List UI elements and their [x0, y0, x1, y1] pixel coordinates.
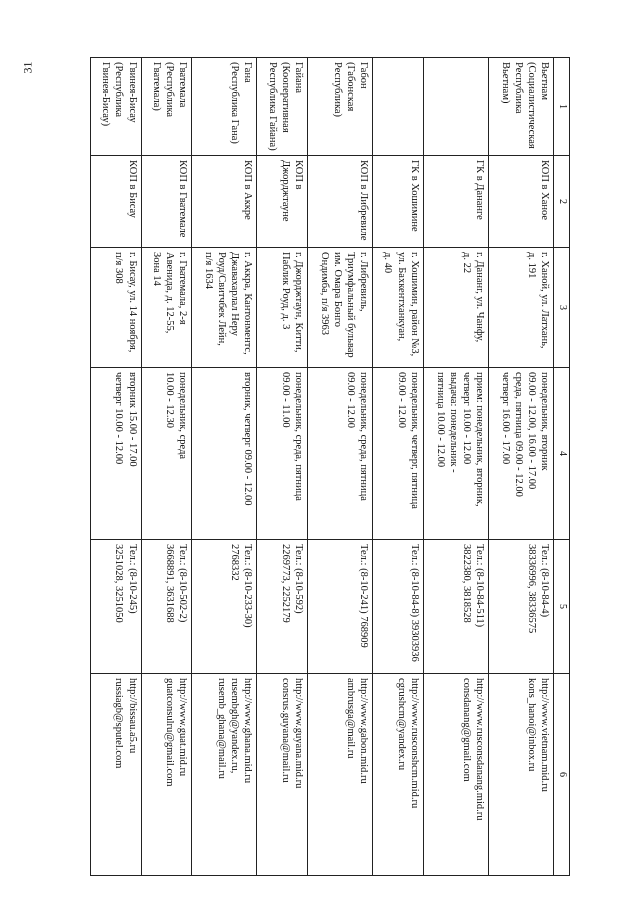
address-cell — [373, 248, 423, 368]
country-cell-line: Республика Гайана) — [266, 62, 278, 151]
hours-cell-line: понедельник, вторник — [539, 372, 551, 471]
contact-cell — [373, 674, 423, 876]
address-cell-line: Джавахарлал Неру — [229, 252, 241, 336]
office-cell-line: КОП в Аккре — [242, 160, 254, 220]
phone-cell-line: 3822380, 3818528 — [460, 544, 472, 623]
country-cell — [423, 58, 488, 156]
contact-cell — [423, 674, 488, 876]
hours-cell — [257, 368, 307, 540]
address-cell-line: г. Аккра, Кантонментс, — [242, 252, 254, 355]
phone-cell-line: 38336996, 38336575 — [526, 544, 538, 634]
office-cell — [141, 156, 191, 248]
address-cell — [489, 248, 554, 368]
address-cell-line: г. Хошимин, район №3, — [408, 252, 420, 357]
country-cell-line: Гайана — [292, 62, 304, 94]
contact-cell-line: http://www.guyana.mid.ru — [292, 678, 304, 789]
address-cell-line: Роуд/Свитчбек Лейн, — [216, 252, 228, 346]
phone-cell — [257, 540, 307, 674]
address-cell — [91, 248, 142, 368]
table-row — [307, 58, 372, 876]
country-cell-line: (Габонская — [345, 62, 357, 112]
hours-cell-line: 10.00 - 12.30 — [163, 372, 175, 428]
country-cell-line: Республика — [513, 62, 525, 114]
table-body — [91, 58, 555, 876]
office-cell — [489, 156, 554, 248]
hours-cell — [141, 368, 191, 540]
column-number-4: 4 — [554, 368, 570, 540]
contact-cell-line: kons_hanoi@inbox.ru — [526, 678, 538, 772]
country-cell-line: Республика) — [332, 62, 343, 118]
hours-cell-line: понедельник, четверг, пятница — [408, 372, 420, 509]
column-number-5: 5 — [554, 540, 570, 674]
phone-cell-line: Тел.: (8-10-84-8) 39303936 — [408, 544, 420, 662]
address-cell — [141, 248, 191, 368]
contact-cell — [91, 674, 142, 876]
hours-cell-line: прием: понедельник, вторник, — [474, 372, 486, 507]
address-cell-line: Триумфальный бульвар — [345, 252, 357, 358]
hours-cell-line: выдача: понедельник - — [447, 372, 459, 473]
country-cell-line: Вьетнам — [539, 62, 551, 100]
hours-cell — [423, 368, 488, 540]
country-cell-line: (Республика — [113, 62, 125, 118]
hours-cell — [373, 368, 423, 540]
address-cell-line: Авенида, д. 12-55, — [163, 252, 175, 334]
hours-cell — [489, 368, 554, 540]
phone-cell-line: Тел.: (8-10-84-511) — [474, 544, 486, 628]
office-cell-line: КОП в Бисау — [126, 160, 138, 218]
address-cell-line: Ондимба, п/я 3963 — [318, 252, 330, 336]
column-number-3: 3 — [554, 248, 570, 368]
address-cell-line: д. 40 — [382, 252, 394, 274]
office-cell-line: КОП в Либревиле — [358, 160, 370, 241]
contact-cell-line: http://www.vietnam.mid.ru — [539, 678, 551, 792]
table-row — [192, 58, 257, 876]
page-number: 31 — [20, 61, 35, 74]
hours-cell-line: 09.00 - 12.00 — [345, 372, 357, 428]
address-cell — [307, 248, 372, 368]
office-cell — [307, 156, 372, 248]
address-cell-line: Паблик Роуд, д. 3 — [279, 252, 291, 330]
column-number-6: 6 — [554, 674, 570, 876]
office-cell-line: ГК в Хошимине — [408, 160, 420, 232]
hours-cell-line: понедельник, среда — [177, 372, 188, 460]
country-cell — [489, 58, 554, 156]
hours-cell-line: среда, пятница 09.00 - 12.00 — [513, 372, 525, 497]
hours-cell-line: пятница 10.00 - 12.00 — [434, 372, 446, 468]
country-cell-line: Вьетнам) — [500, 62, 512, 104]
contact-cell-line: guatconsulru@gmail.com — [163, 678, 175, 787]
address-cell-line: д. 191 — [526, 252, 538, 279]
column-number-2: 2 — [554, 156, 570, 248]
office-cell-line: КОП в Ханое — [539, 160, 551, 221]
address-cell-line: г. Гватемала, 2-я — [177, 252, 188, 325]
country-cell-line: Гватемала — [177, 62, 188, 108]
phone-cell-line: 3668891, 3631688 — [163, 544, 175, 623]
phone-cell-line: Тел.: (8-10-241) 768909 — [358, 544, 370, 648]
contact-cell-line: http://www.rusconshcm.mid.ru — [408, 678, 420, 809]
phone-cell-line: 2269773, 2252179 — [279, 544, 291, 623]
office-cell — [192, 156, 257, 248]
phone-cell — [192, 540, 257, 674]
phone-cell-line: Тел.: (8-10-502-2) — [177, 544, 188, 623]
country-cell — [373, 58, 423, 156]
table-header-row — [554, 58, 570, 876]
table-row — [257, 58, 307, 876]
contact-cell-line: rusembgh@yandex.ru, — [229, 678, 241, 774]
column-number-1: 1 — [554, 58, 570, 156]
office-cell-line: КОП в Гватемале — [177, 160, 188, 238]
country-cell-line: (Республика Гана) — [229, 62, 241, 144]
country-cell-line: (Кооперативная — [279, 62, 291, 133]
country-cell-line: Гватемала) — [150, 62, 162, 111]
table-row — [423, 58, 488, 876]
address-cell — [192, 248, 257, 368]
address-cell-line: д. 22 — [460, 252, 472, 274]
contact-cell-line: http://bissau.a5.ru — [126, 678, 138, 754]
contact-cell-line: ambrusga@mail.ru — [345, 678, 357, 759]
office-cell — [257, 156, 307, 248]
office-cell — [91, 156, 142, 248]
hours-cell-line: вторник 15.00 - 17.00 — [126, 372, 138, 467]
phone-cell — [307, 540, 372, 674]
office-cell — [373, 156, 423, 248]
address-cell-line: им. Омара Бонго — [332, 252, 343, 328]
phone-cell-line: 2768332 — [229, 544, 241, 581]
office-cell — [423, 156, 488, 248]
table-row — [489, 58, 554, 876]
country-cell — [91, 58, 142, 156]
contact-cell — [257, 674, 307, 876]
phone-cell — [373, 540, 423, 674]
address-cell-line: г. Ханой, ул. Латхань, — [539, 252, 551, 349]
hours-cell — [192, 368, 257, 540]
hours-cell-line: четверг 10.00 - 12.00 — [460, 372, 472, 465]
office-cell-line: КОП в — [292, 160, 304, 190]
hours-cell-line: 09.00 - 12.00 — [395, 372, 407, 428]
hours-cell-line: четверг 10.00 - 12.00 — [113, 372, 125, 465]
country-cell-line: Габон — [358, 62, 370, 89]
address-cell — [257, 248, 307, 368]
hours-cell — [91, 368, 142, 540]
contact-cell-line: cgrushcm@yandex.ru — [395, 678, 407, 771]
phone-cell-line: Тел.: (8-10-233-30) — [242, 544, 254, 628]
phone-cell — [91, 540, 142, 674]
country-cell-line: (Социалистическая — [526, 62, 538, 149]
phone-cell-line: 3251028, 3251050 — [113, 544, 125, 623]
hours-cell-line: вторник, четверг 09.00 - 12.00 — [242, 372, 254, 506]
contact-cell-line: http://www.guat.mid.ru — [177, 678, 188, 777]
country-cell-line: Гвинея-Бисау) — [100, 62, 112, 127]
country-cell — [257, 58, 307, 156]
contact-cell-line: consrus.guyana@mail.ru — [279, 678, 291, 783]
phone-cell — [489, 540, 554, 674]
address-cell-line: г. Либревиль, — [358, 252, 370, 312]
consular-offices-table — [90, 57, 570, 876]
phone-cell-line: Тел.: (8-10-245) — [126, 544, 138, 614]
hours-cell-line: понедельник, среда, пятница — [292, 372, 304, 501]
contact-cell — [141, 674, 191, 876]
country-cell — [141, 58, 191, 156]
contact-cell — [192, 674, 257, 876]
address-cell — [423, 248, 488, 368]
contact-cell-line: http://www.rusconsdanang.mid.ru — [474, 678, 486, 821]
address-cell-line: г. Джорджтаун, Китти, — [292, 252, 304, 353]
country-cell-line: Гвинея-Бисау — [126, 62, 138, 123]
hours-cell-line: 09.00 - 12.00, 16.00 - 17.00 — [526, 372, 538, 490]
country-cell — [192, 58, 257, 156]
phone-cell — [141, 540, 191, 674]
office-cell-line: Джорджтауне — [279, 160, 291, 222]
hours-cell-line: 09.00 - 11.00 — [279, 372, 291, 428]
contact-cell-line: russiagb@sputel.com — [113, 678, 125, 769]
hours-cell-line: понедельник, среда, пятница — [358, 372, 370, 501]
contact-cell-line: http://www.ghana.mid.ru — [242, 678, 254, 784]
contact-cell — [307, 674, 372, 876]
hours-cell — [307, 368, 372, 540]
address-cell-line: г. Бисау, ул. 14 ноября, — [126, 252, 138, 353]
table-row — [141, 58, 191, 876]
contact-cell-line: http://www.gabon.mid.ru — [358, 678, 370, 784]
office-cell-line: ГК в Дананге — [474, 160, 486, 220]
contact-cell-line: rusemb_ghana@mail.ru — [216, 678, 228, 779]
rotated-page-content — [90, 57, 570, 875]
country-cell-line: Гана — [242, 62, 254, 83]
address-cell-line: п/я 1634 — [203, 252, 215, 289]
table-row — [91, 58, 142, 876]
country-cell-line: (Республика — [163, 62, 175, 118]
country-cell — [307, 58, 372, 156]
address-cell-line: г. Дананг, ул. Чанфу, — [474, 252, 486, 343]
contact-cell — [489, 674, 554, 876]
address-cell-line: п/я 308 — [113, 252, 125, 284]
table-row — [373, 58, 423, 876]
phone-cell — [423, 540, 488, 674]
address-cell-line: Зона 14 — [150, 252, 162, 286]
contact-cell-line: consdanang@gmail.com — [460, 678, 472, 782]
phone-cell-line: Тел.: (8-10-592) — [292, 544, 304, 614]
hours-cell-line: четверг 16.00 - 17.00 — [500, 372, 512, 465]
phone-cell-line: Тел.: (8-10-84-4) — [539, 544, 551, 618]
address-cell-line: ул. Бахкентханкуан, — [395, 252, 407, 342]
